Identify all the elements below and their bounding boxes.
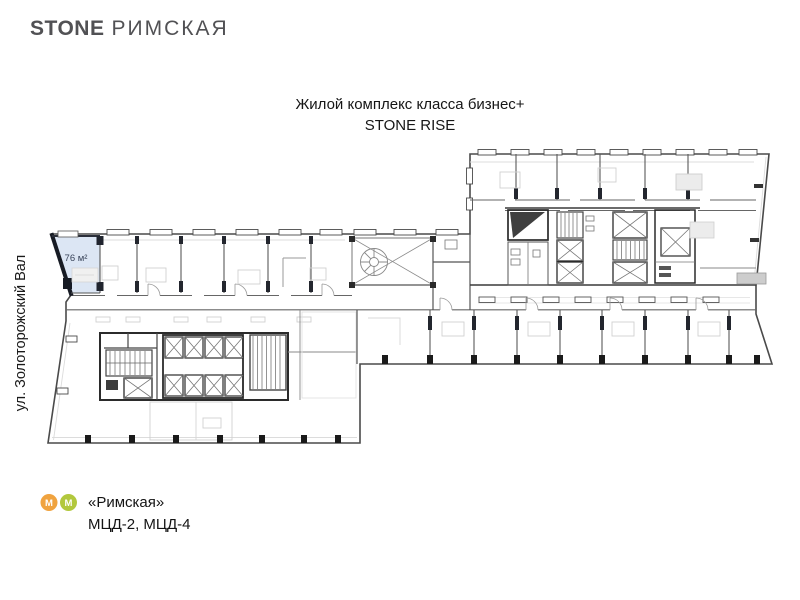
metro-lines: МЦД-2, МЦД-4 <box>88 515 191 533</box>
metro-icons <box>40 493 80 512</box>
highlighted-unit[interactable] <box>52 231 104 294</box>
logo-brand-text: STONE <box>30 17 105 40</box>
metro-icon-line-2-letter: М <box>64 498 73 509</box>
unit-area-label: 76 м² <box>64 253 88 264</box>
logo-project-text: РИМСКАЯ <box>111 17 229 40</box>
complex-title-line1: Жилой комплекс класса бизнес+ <box>295 96 525 113</box>
metro-station-name: «Римская» <box>88 494 165 511</box>
metro-icon-line-1-letter: М <box>45 498 53 509</box>
metro-info <box>40 492 191 535</box>
floor-plan-page: STONE РИМСКАЯ Жилой комплекс класса бизнес+ STONE RISE ул. Золоторожский Вал 76 м² М М «Римская» МЦД-2, МЦД-4 <box>0 0 800 600</box>
complex-title-line2: STONE RISE <box>364 117 456 134</box>
